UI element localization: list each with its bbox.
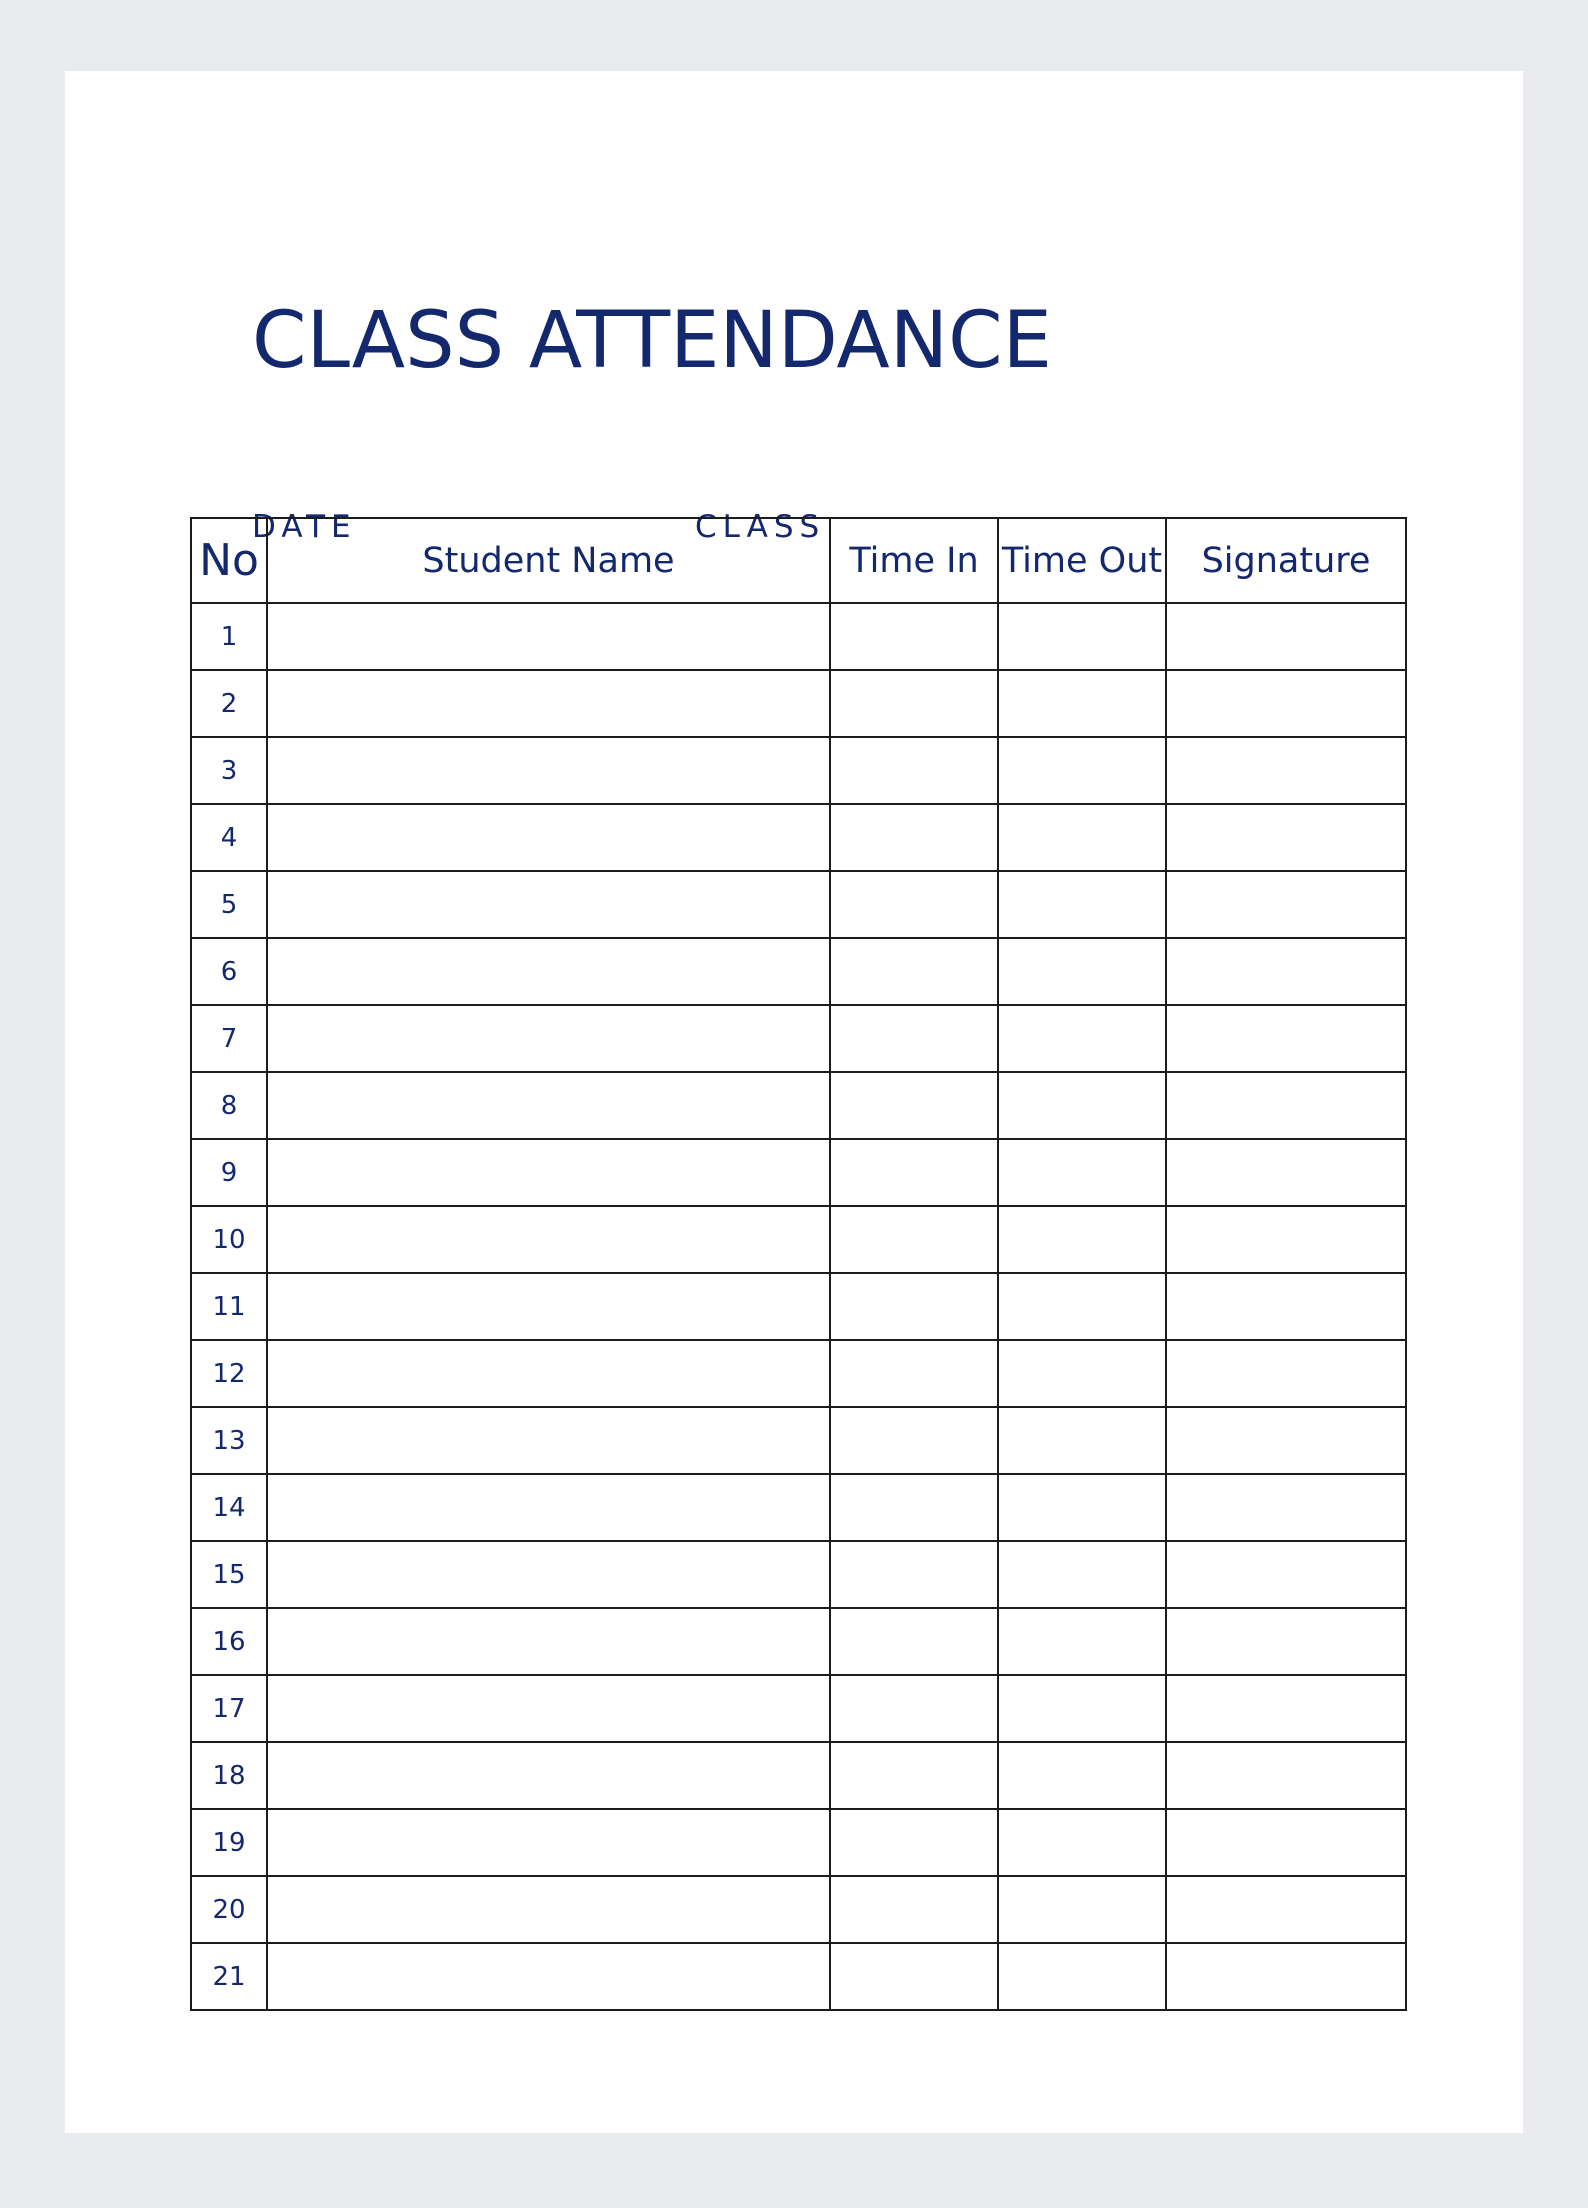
row-number: 1 (191, 603, 267, 670)
signature-cell[interactable] (1166, 1474, 1406, 1541)
student-name-cell[interactable] (267, 871, 830, 938)
signature-cell[interactable] (1166, 1742, 1406, 1809)
student-name-cell[interactable] (267, 670, 830, 737)
header-signature: Signature (1166, 518, 1406, 603)
time-out-cell[interactable] (998, 603, 1166, 670)
signature-cell[interactable] (1166, 1005, 1406, 1072)
time-in-cell[interactable] (830, 938, 998, 1005)
row-number: 19 (191, 1809, 267, 1876)
student-name-cell[interactable] (267, 1943, 830, 2010)
table-row (191, 804, 1406, 871)
time-out-cell[interactable] (998, 1474, 1166, 1541)
student-name-cell[interactable] (267, 1876, 830, 1943)
signature-cell[interactable] (1166, 1608, 1406, 1675)
row-number: 18 (191, 1742, 267, 1809)
row-number: 17 (191, 1675, 267, 1742)
table-body (191, 603, 1406, 2010)
header-row (191, 518, 1406, 603)
row-number: 11 (191, 1273, 267, 1340)
time-in-cell[interactable] (830, 804, 998, 871)
signature-cell[interactable] (1166, 1206, 1406, 1273)
time-in-cell[interactable] (830, 1474, 998, 1541)
row-number: 6 (191, 938, 267, 1005)
student-name-cell[interactable] (267, 1139, 830, 1206)
signature-cell[interactable] (1166, 1876, 1406, 1943)
time-out-cell[interactable] (998, 1139, 1166, 1206)
header-time-in: Time In (830, 518, 998, 603)
time-in-cell[interactable] (830, 1742, 998, 1809)
student-name-cell[interactable] (267, 603, 830, 670)
row-number: 4 (191, 804, 267, 871)
time-out-cell[interactable] (998, 1340, 1166, 1407)
student-name-cell[interactable] (267, 1340, 830, 1407)
table-row (191, 1072, 1406, 1139)
table-row (191, 871, 1406, 938)
student-name-cell[interactable] (267, 1206, 830, 1273)
time-out-cell[interactable] (998, 737, 1166, 804)
time-out-cell[interactable] (998, 1943, 1166, 2010)
time-in-cell[interactable] (830, 1608, 998, 1675)
table-row (191, 737, 1406, 804)
row-number: 5 (191, 871, 267, 938)
table-row (191, 938, 1406, 1005)
table-row (191, 1943, 1406, 2010)
signature-cell[interactable] (1166, 1407, 1406, 1474)
row-number: 2 (191, 670, 267, 737)
table-row (191, 670, 1406, 737)
header-student-name: Student Name (267, 518, 830, 603)
time-in-cell[interactable] (830, 670, 998, 737)
row-number: 13 (191, 1407, 267, 1474)
row-number: 7 (191, 1005, 267, 1072)
row-number: 20 (191, 1876, 267, 1943)
time-out-cell[interactable] (998, 938, 1166, 1005)
student-name-cell[interactable] (267, 1608, 830, 1675)
table-row (191, 1340, 1406, 1407)
time-out-cell[interactable] (998, 1206, 1166, 1273)
student-name-cell[interactable] (267, 1072, 830, 1139)
time-in-cell[interactable] (830, 1206, 998, 1273)
table-row (191, 1809, 1406, 1876)
table-row (191, 1474, 1406, 1541)
time-out-cell[interactable] (998, 1541, 1166, 1608)
signature-cell[interactable] (1166, 871, 1406, 938)
signature-cell[interactable] (1166, 1675, 1406, 1742)
row-number: 15 (191, 1541, 267, 1608)
student-name-cell[interactable] (267, 804, 830, 871)
time-out-cell[interactable] (998, 1876, 1166, 1943)
table-row (191, 1139, 1406, 1206)
student-name-cell[interactable] (267, 1273, 830, 1340)
time-out-cell[interactable] (998, 871, 1166, 938)
table-row (191, 1407, 1406, 1474)
signature-cell[interactable] (1166, 1273, 1406, 1340)
time-in-cell[interactable] (830, 1809, 998, 1876)
table-row (191, 1273, 1406, 1340)
signature-cell[interactable] (1166, 670, 1406, 737)
student-name-cell[interactable] (267, 1474, 830, 1541)
signature-cell[interactable] (1166, 1072, 1406, 1139)
row-number: 16 (191, 1608, 267, 1675)
time-out-cell[interactable] (998, 804, 1166, 871)
time-out-cell[interactable] (998, 670, 1166, 737)
time-in-cell[interactable] (830, 1541, 998, 1608)
page-title: CLASS ATTENDANCE (252, 296, 1052, 386)
student-name-cell[interactable] (267, 737, 830, 804)
table-row (191, 1608, 1406, 1675)
signature-cell[interactable] (1166, 1541, 1406, 1608)
attendance-table (190, 517, 1407, 2011)
time-out-cell[interactable] (998, 1407, 1166, 1474)
time-out-cell[interactable] (998, 1742, 1166, 1809)
row-number: 10 (191, 1206, 267, 1273)
table-row (191, 1206, 1406, 1273)
row-number: 12 (191, 1340, 267, 1407)
signature-cell[interactable] (1166, 737, 1406, 804)
time-out-cell[interactable] (998, 1005, 1166, 1072)
time-in-cell[interactable] (830, 1072, 998, 1139)
table-row (191, 1876, 1406, 1943)
time-in-cell[interactable] (830, 1407, 998, 1474)
row-number: 21 (191, 1943, 267, 2010)
signature-cell[interactable] (1166, 938, 1406, 1005)
table-row (191, 1742, 1406, 1809)
header-time-out: Time Out (998, 518, 1166, 603)
signature-cell[interactable] (1166, 1139, 1406, 1206)
time-in-cell[interactable] (830, 871, 998, 938)
student-name-cell[interactable] (267, 1742, 830, 1809)
time-in-cell[interactable] (830, 1005, 998, 1072)
signature-cell[interactable] (1166, 804, 1406, 871)
time-out-cell[interactable] (998, 1273, 1166, 1340)
signature-cell[interactable] (1166, 1943, 1406, 2010)
time-in-cell[interactable] (830, 737, 998, 804)
time-out-cell[interactable] (998, 1072, 1166, 1139)
time-in-cell[interactable] (830, 1340, 998, 1407)
table-row (191, 1005, 1406, 1072)
time-in-cell[interactable] (830, 1876, 998, 1943)
time-in-cell[interactable] (830, 603, 998, 670)
time-in-cell[interactable] (830, 1675, 998, 1742)
time-in-cell[interactable] (830, 1943, 998, 2010)
time-in-cell[interactable] (830, 1139, 998, 1206)
signature-cell[interactable] (1166, 603, 1406, 670)
signature-cell[interactable] (1166, 1809, 1406, 1876)
table-row (191, 1541, 1406, 1608)
row-number: 9 (191, 1139, 267, 1206)
student-name-cell[interactable] (267, 1675, 830, 1742)
student-name-cell[interactable] (267, 1541, 830, 1608)
row-number: 8 (191, 1072, 267, 1139)
signature-cell[interactable] (1166, 1340, 1406, 1407)
student-name-cell[interactable] (267, 938, 830, 1005)
row-number: 14 (191, 1474, 267, 1541)
header-no: No (191, 518, 267, 603)
time-in-cell[interactable] (830, 1273, 998, 1340)
student-name-cell[interactable] (267, 1407, 830, 1474)
table-row (191, 603, 1406, 670)
time-out-cell[interactable] (998, 1809, 1166, 1876)
student-name-cell[interactable] (267, 1005, 830, 1072)
table-row (191, 1675, 1406, 1742)
date-label: DATE (252, 509, 357, 545)
student-name-cell[interactable] (267, 1809, 830, 1876)
time-out-cell[interactable] (998, 1675, 1166, 1742)
class-label: CLASS (695, 509, 826, 545)
row-number: 3 (191, 737, 267, 804)
time-out-cell[interactable] (998, 1608, 1166, 1675)
